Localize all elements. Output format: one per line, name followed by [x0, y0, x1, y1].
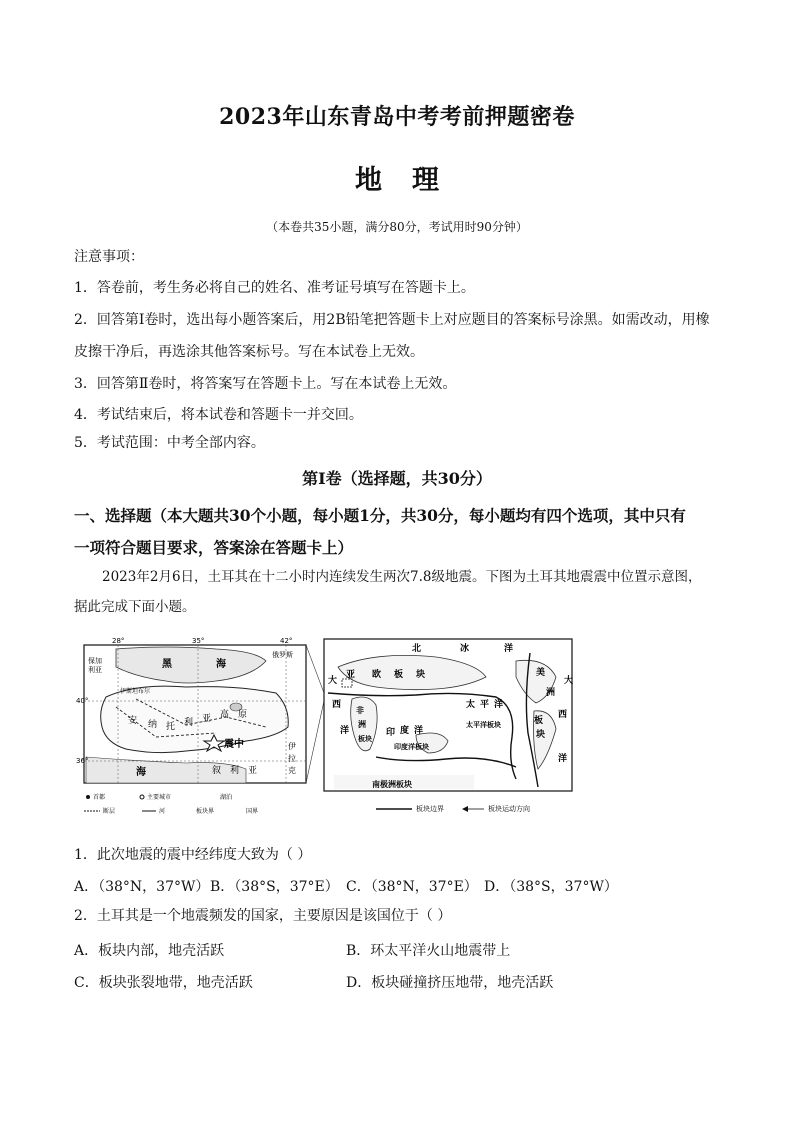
- svg-text:洋: 洋: [504, 644, 514, 654]
- note-item: 3．回答第Ⅱ卷时，将答案写在答题卡上。写在本试卷上无效。: [74, 376, 457, 392]
- part-heading: [74, 500, 734, 564]
- svg-text:洋: 洋: [414, 726, 424, 736]
- svg-text:42°: 42°: [280, 637, 293, 645]
- svg-text:板块: 板块: [358, 735, 372, 743]
- svg-text:印度洋板块: 印度洋板块: [394, 743, 429, 751]
- svg-text:板: 板: [394, 670, 404, 680]
- svg-text:西: 西: [558, 710, 568, 720]
- svg-text:美: 美: [536, 668, 546, 678]
- part-heading-line: 一、选择题（本大题共30个小题，每小题1分，共30分，每小题均有四个选项，其中只有: [74, 506, 686, 525]
- svg-text:印: 印: [386, 728, 396, 738]
- svg-text:28°: 28°: [112, 637, 125, 645]
- svg-text:北: 北: [412, 644, 422, 654]
- svg-text:亚: 亚: [248, 766, 258, 776]
- svg-text:大: 大: [328, 676, 338, 686]
- note-item: 皮擦干净后，再选涂其他答案标号。写在本试卷上无效。: [74, 344, 424, 360]
- svg-text:震中: 震中: [224, 739, 244, 750]
- option-c[interactable]: C．板块张裂地带，地壳活跃: [74, 975, 253, 991]
- svg-text:40°: 40°: [76, 697, 89, 705]
- figure-svg: [76, 637, 576, 825]
- svg-text:太: 太: [466, 700, 476, 710]
- svg-text:伊斯坦布尔: 伊斯坦布尔: [120, 688, 151, 695]
- svg-text:块: 块: [536, 730, 546, 740]
- svg-text:首都: 首都: [93, 794, 106, 801]
- part-heading-line: 一项符合题目要求，答案涂在答题卡上）: [74, 538, 354, 557]
- svg-text:欧: 欧: [372, 670, 382, 680]
- svg-text:洋: 洋: [558, 754, 568, 764]
- svg-text:块: 块: [416, 670, 426, 680]
- note-item: 5．考试范围：中考全部内容。: [74, 435, 265, 451]
- section-title: 第Ⅰ卷（选择题，共30分）: [302, 469, 492, 488]
- svg-text:洋: 洋: [340, 726, 350, 736]
- svg-text:黑: 黑: [162, 659, 172, 670]
- svg-text:西: 西: [332, 700, 342, 710]
- svg-text:大: 大: [564, 676, 574, 686]
- svg-text:断层: 断层: [103, 808, 116, 815]
- option-d[interactable]: D．（38°S，37°W）: [484, 879, 618, 895]
- svg-text:非: 非: [356, 706, 364, 715]
- svg-text:安: 安: [128, 716, 138, 726]
- svg-text:亚: 亚: [202, 714, 212, 724]
- option-b[interactable]: B．环太平洋火山地震带上: [346, 943, 511, 959]
- svg-text:国界: 国界: [246, 808, 259, 815]
- svg-text:平: 平: [480, 700, 490, 710]
- notes-heading: 注意事项：: [74, 249, 144, 265]
- svg-text:亚: 亚: [346, 670, 356, 680]
- svg-text:原: 原: [238, 710, 248, 720]
- svg-text:主要城市: 主要城市: [147, 794, 172, 801]
- world-plates-map: [324, 639, 573, 813]
- note-item: 4．考试结束后，将本试卷和答题卡一并交回。: [74, 407, 363, 423]
- option-a[interactable]: A．（38°N，37°W）: [74, 879, 210, 895]
- svg-text:板: 板: [534, 716, 544, 726]
- exam-title: 2023年山东青岛中考考前押题密卷: [219, 104, 575, 130]
- note-item: 1．答卷前，考生务必将自己的姓名、准考证号填写在答题卡上。: [74, 280, 475, 296]
- question-intro-cont: 据此完成下面小题。: [74, 599, 196, 615]
- question-2-stem: 2．土耳其是一个地震频发的国家，主要原因是该国位于（ ）: [74, 908, 452, 924]
- svg-text:河: 河: [159, 808, 166, 815]
- svg-text:洋: 洋: [494, 700, 504, 710]
- svg-text:叙: 叙: [212, 766, 222, 776]
- option-a[interactable]: A．板块内部，地壳活跃: [74, 943, 225, 959]
- svg-text:克: 克: [288, 766, 296, 775]
- svg-text:洲: 洲: [358, 720, 366, 729]
- option-d[interactable]: D．板块碰撞挤压地带，地壳活跃: [346, 975, 554, 991]
- svg-text:海: 海: [136, 767, 146, 778]
- svg-text:利: 利: [230, 766, 240, 776]
- svg-text:保加: 保加: [88, 657, 102, 665]
- svg-text:35°: 35°: [192, 637, 205, 645]
- earthquake-figure: [76, 637, 576, 829]
- svg-text:拉: 拉: [288, 754, 296, 763]
- exam-meta: （本卷共35小题，满分80分，考试用时90分钟）: [266, 220, 528, 234]
- svg-text:板块边界: 板块边界: [416, 805, 444, 813]
- svg-text:冰: 冰: [460, 644, 470, 654]
- svg-text:伊: 伊: [288, 742, 296, 751]
- question-intro: 2023年2月6日，土耳其在十二小时内连续发生两次7.8级地震。下图为土耳其地震震中位置示意图，: [102, 569, 702, 585]
- svg-text:湖泊: 湖泊: [220, 794, 233, 801]
- svg-text:纳: 纳: [148, 720, 158, 730]
- svg-text:板块界: 板块界: [196, 808, 215, 815]
- question-1-stem: 1．此次地震的震中经纬度大致为（ ）: [74, 847, 312, 863]
- option-c[interactable]: C．（38°N，37°E）: [346, 879, 478, 895]
- option-b[interactable]: B．（38°S，37°E）: [210, 879, 339, 895]
- svg-text:洲: 洲: [546, 688, 556, 698]
- svg-text:托: 托: [166, 722, 176, 732]
- svg-text:俄罗斯: 俄罗斯: [272, 651, 293, 659]
- svg-text:利亚: 利亚: [88, 666, 102, 674]
- svg-text:板块运动方向: 板块运动方向: [488, 805, 530, 813]
- svg-text:36°: 36°: [76, 757, 89, 765]
- note-item: 2．回答第Ⅰ卷时，选出每小题答案后，用2B铅笔把答题卡上对应题目的答案标号涂黑。如需改动，用橡: [74, 312, 710, 328]
- svg-text:海: 海: [216, 659, 226, 670]
- svg-text:太平洋板块: 太平洋板块: [466, 721, 501, 729]
- turkey-map: [76, 637, 306, 815]
- svg-text:利: 利: [184, 718, 194, 728]
- svg-text:高: 高: [220, 710, 230, 720]
- svg-text:南极洲板块: 南极洲板块: [372, 780, 412, 789]
- subject-title: 地理: [355, 165, 469, 196]
- svg-text:度: 度: [400, 726, 410, 736]
